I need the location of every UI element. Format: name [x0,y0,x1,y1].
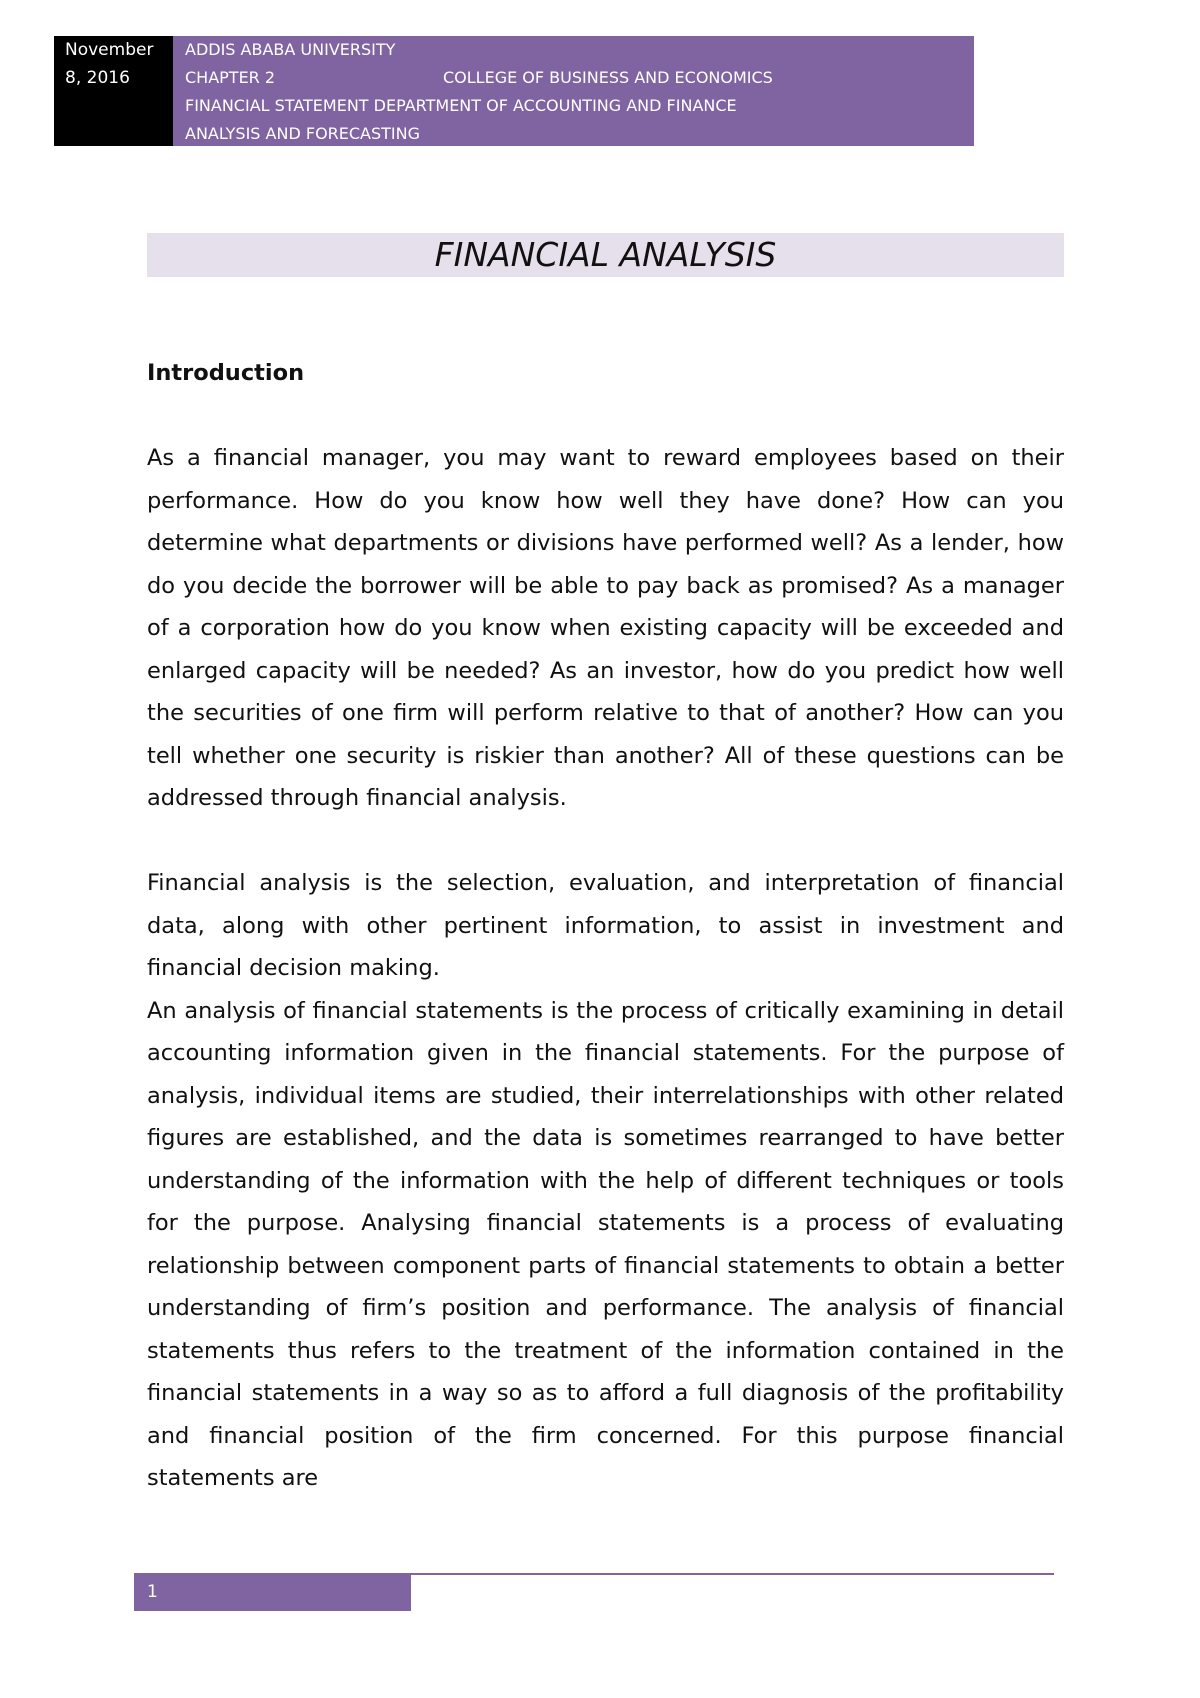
header-date-day-year: 8, 2016 [65,68,130,88]
header-date-month: November [65,40,154,60]
header-line-2 [185,64,974,92]
page-title: FINANCIAL ANALYSIS [147,233,1064,277]
section-heading: Introduction [147,360,305,386]
header-line-3 [185,92,974,120]
spacer [147,395,1064,438]
header-date-box [54,36,173,146]
spacer [147,820,1064,863]
paragraph-definition: Financial analysis is the selection, evaluation, and interpretation of financial data, along with other pertinent information, to assist in investment and financial decision making. [147,870,1064,981]
page-number: 1 [134,1573,411,1611]
header-college: COLLEGE OF BUSINESS AND ECONOMICS [443,68,773,87]
header-subtitle: ANALYSIS AND FORECASTING [185,124,421,143]
document-body [147,352,1064,1500]
header-chapter: CHAPTER 2 [185,68,276,87]
header-line-4 [185,120,974,148]
header-line-1 [185,36,974,64]
paragraph-intro: As a financial manager, you may want to reward employees based on their performance. How do you know how well they have done? How can you determine what departments or divisions have performed well? As a lender, how do you decide the borrower will be able to pay back as promised? As a manager of a corporation how do you know when existing capacity will be exceeded and enlarged capacity will be needed? As an investor, how do you predict how well the securities of one firm will perform relative to that of another? How can you tell whether one security is riskier than another? All of these questions can be addressed through financial analysis. [147,445,1064,811]
header-university: ADDIS ABABA UNIVERSITY [185,40,396,59]
paragraph-analysis: An analysis of financial statements is the process of critically examining in detail accounting information given in the financial statements. For the purpose of analysis, individual items are studied, their interrelationships with other related figures are established, and the data is sometimes rearranged to have better understanding of the information with the help of different techniques or tools for the purpose. Analysing financial statements is a process of evaluating relationship between component parts of financial statements to obtain a better understanding of firm’s position and performance. The analysis of financial statements thus refers to the treatment of the information contained in the financial statements in a way so as to afford a full diagnosis of the profitability and financial position of the firm concerned. For this purpose financial statements are [147,997,1064,1491]
header-department: FINANCIAL STATEMENT DEPARTMENT OF ACCOUNTING AND FINANCE [185,96,737,115]
footer-rule [411,1573,1054,1575]
header-band [173,36,974,146]
